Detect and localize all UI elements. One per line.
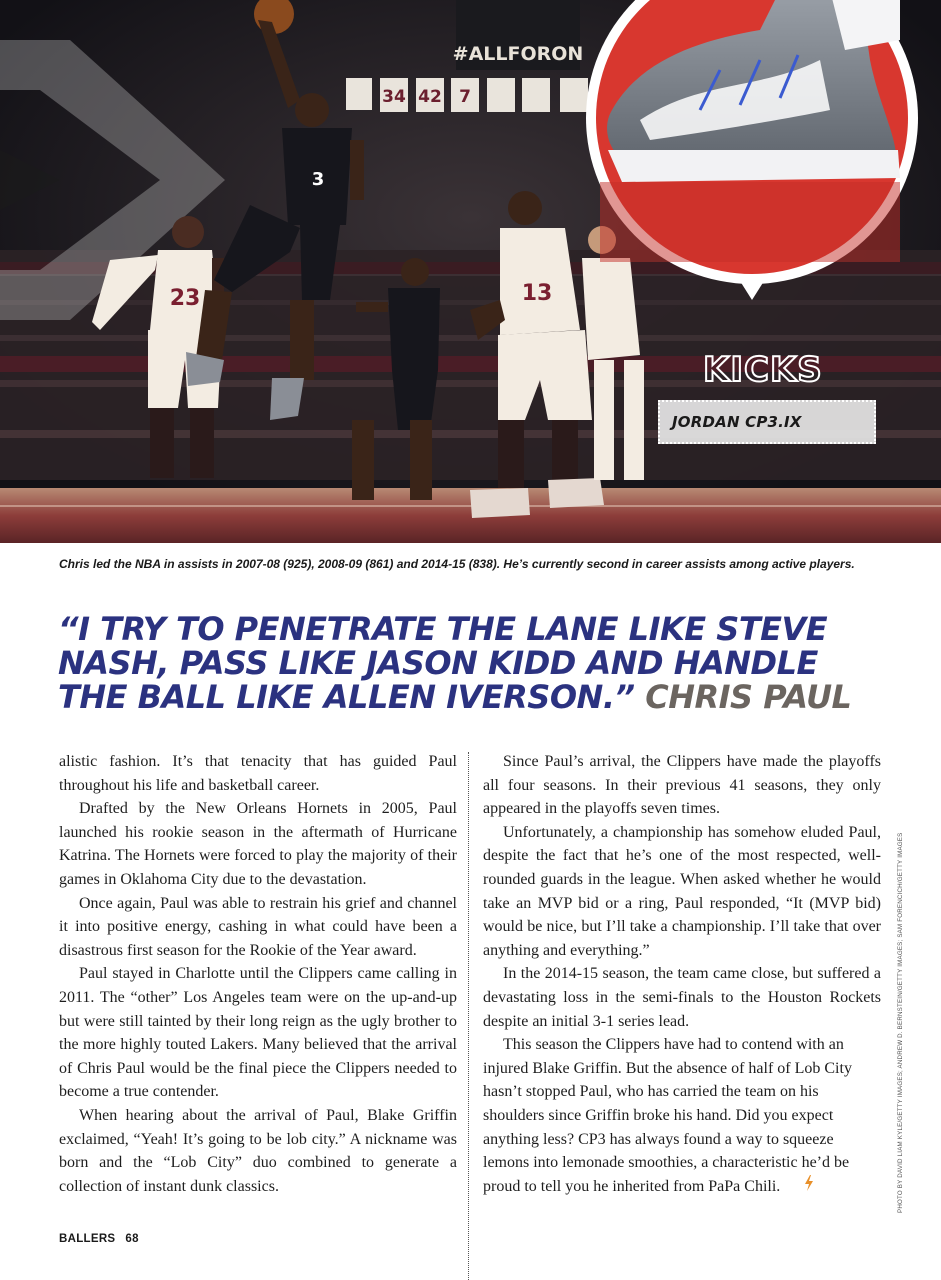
- banner-number-42: 42: [418, 87, 442, 107]
- lightning-end-icon: [784, 1175, 814, 1199]
- left-paragraph-5: When hearing about the arrival of Paul, Blake Griffin exclaimed, “Yeah! It’s going to be lob city.” A nickname was born and the “Lob City” duo combined to generate a collection of instant dunk classics.: [59, 1106, 457, 1195]
- jersey-number-23: 23: [169, 286, 201, 311]
- right-column: [483, 750, 881, 1198]
- court-line: [0, 505, 941, 507]
- photo-caption: Chris led the NBA in assists in 2007-08 (925), 2008-09 (861) and 2014-15 (838). He’s currently second in career assists among active players.: [59, 557, 855, 571]
- page-number: 68: [125, 1233, 139, 1245]
- publication-name: BALLERS: [59, 1233, 116, 1245]
- hero-illustration: [0, 0, 941, 543]
- right-paragraph-4: [483, 1033, 881, 1198]
- shoe-callout: [586, 0, 918, 300]
- pull-quote-line-3-text: THE BALL LIKE ALLEN IVERSON.”: [58, 678, 635, 716]
- left-paragraph-2: Drafted by the New Orleans Hornets in 2005, Paul launched his rookie season in the aftermath of Hurricane Katrina. The Hornets were forced to play the majority of their games in Oklahoma City due to the devastation.: [59, 800, 457, 888]
- hero-photo: [0, 0, 941, 543]
- right-paragraph-1: Since Paul’s arrival, the Clippers have made the playoffs all four seasons. In their previous 41 seasons, they only appeared in the playoffs seven times.: [483, 753, 881, 818]
- jersey-number-13: 13: [521, 281, 553, 306]
- page-folio: [59, 1233, 139, 1245]
- shoe-sole: [608, 150, 900, 182]
- left-column: [59, 750, 457, 1198]
- banner-number-34: 34: [382, 87, 406, 107]
- shoe-reflection: [600, 182, 900, 262]
- right-paragraph-2: Unfortunately, a championship has somehow eluded Paul, despite the fact that he’s one of the most respected, well-rounded guards in the league. When asked whether he would take an MVP bid or a ring, Paul responded, “It (MVP bid) would be nice, but I’ll take a championship. I’ll take that over anything and everything.”: [483, 823, 881, 959]
- pull-quote-line-2: NASH, PASS LIKE JASON KIDD AND HANDLE: [58, 644, 818, 682]
- left-paragraph-4: Paul stayed in Charlotte until the Clippers came calling in 2011. The “other” Los Angeles team were on the up-and-up but were still tainted by their long reign as the ugly brother to the more highly touted Lakers. Many believed that the arrival of Chris Paul would be the final piece the Clippers needed to become a true contender.: [59, 965, 457, 1101]
- kicks-model: JORDAN CP3.IX: [672, 413, 802, 431]
- banner-number-7: 7: [459, 87, 471, 107]
- pull-quote-line-1: “I TRY TO PENETRATE THE LANE LIKE STEVE: [58, 610, 828, 648]
- arena-sign-text: #ALLFORON: [452, 43, 584, 65]
- pull-quote-line-3: [58, 680, 918, 714]
- left-paragraph-1: alistic fashion. It’s that tenacity that has guided Paul throughout his life and basketball career.: [59, 753, 457, 794]
- photo-credit: PHOTO BY DAVID LIAM KYLE/GETTY IMAGES; ANDREW D. BERNSTEIN/GETTY IMAGES; SAM FORENCICH/GETTY IMAGES: [897, 832, 904, 1213]
- kicks-label-box: [658, 400, 876, 444]
- pull-quote-attribution: CHRIS PAUL: [645, 678, 852, 716]
- kicks-title: KICKS: [703, 350, 823, 390]
- column-divider: [468, 752, 469, 1280]
- left-paragraph-3: Once again, Paul was able to restrain his grief and channel it into positive energy, cashing in what could have been a disastrous first season for the Rookie of the Year award.: [59, 894, 457, 959]
- right-paragraph-4-text: This season the Clippers have had to contend with an injured Blake Griffin. But the absence of half of Lob City hasn’t stopped Paul, who has carried the team on his shoulders since Griffin broke his hand. Did you expect anything less? CP3 has always found a way to squeeze lemons into lemonade smoothies, a characteristic he’d be proud to tell you he inherited from PaPa Chili.: [483, 1036, 852, 1195]
- jersey-number-3: 3: [311, 169, 325, 190]
- right-paragraph-3: In the 2014-15 season, the team came close, but suffered a devastating loss in the semi-finals to the Houston Rockets despite an initial 3-1 series lead.: [483, 965, 881, 1030]
- pull-quote: [58, 612, 918, 714]
